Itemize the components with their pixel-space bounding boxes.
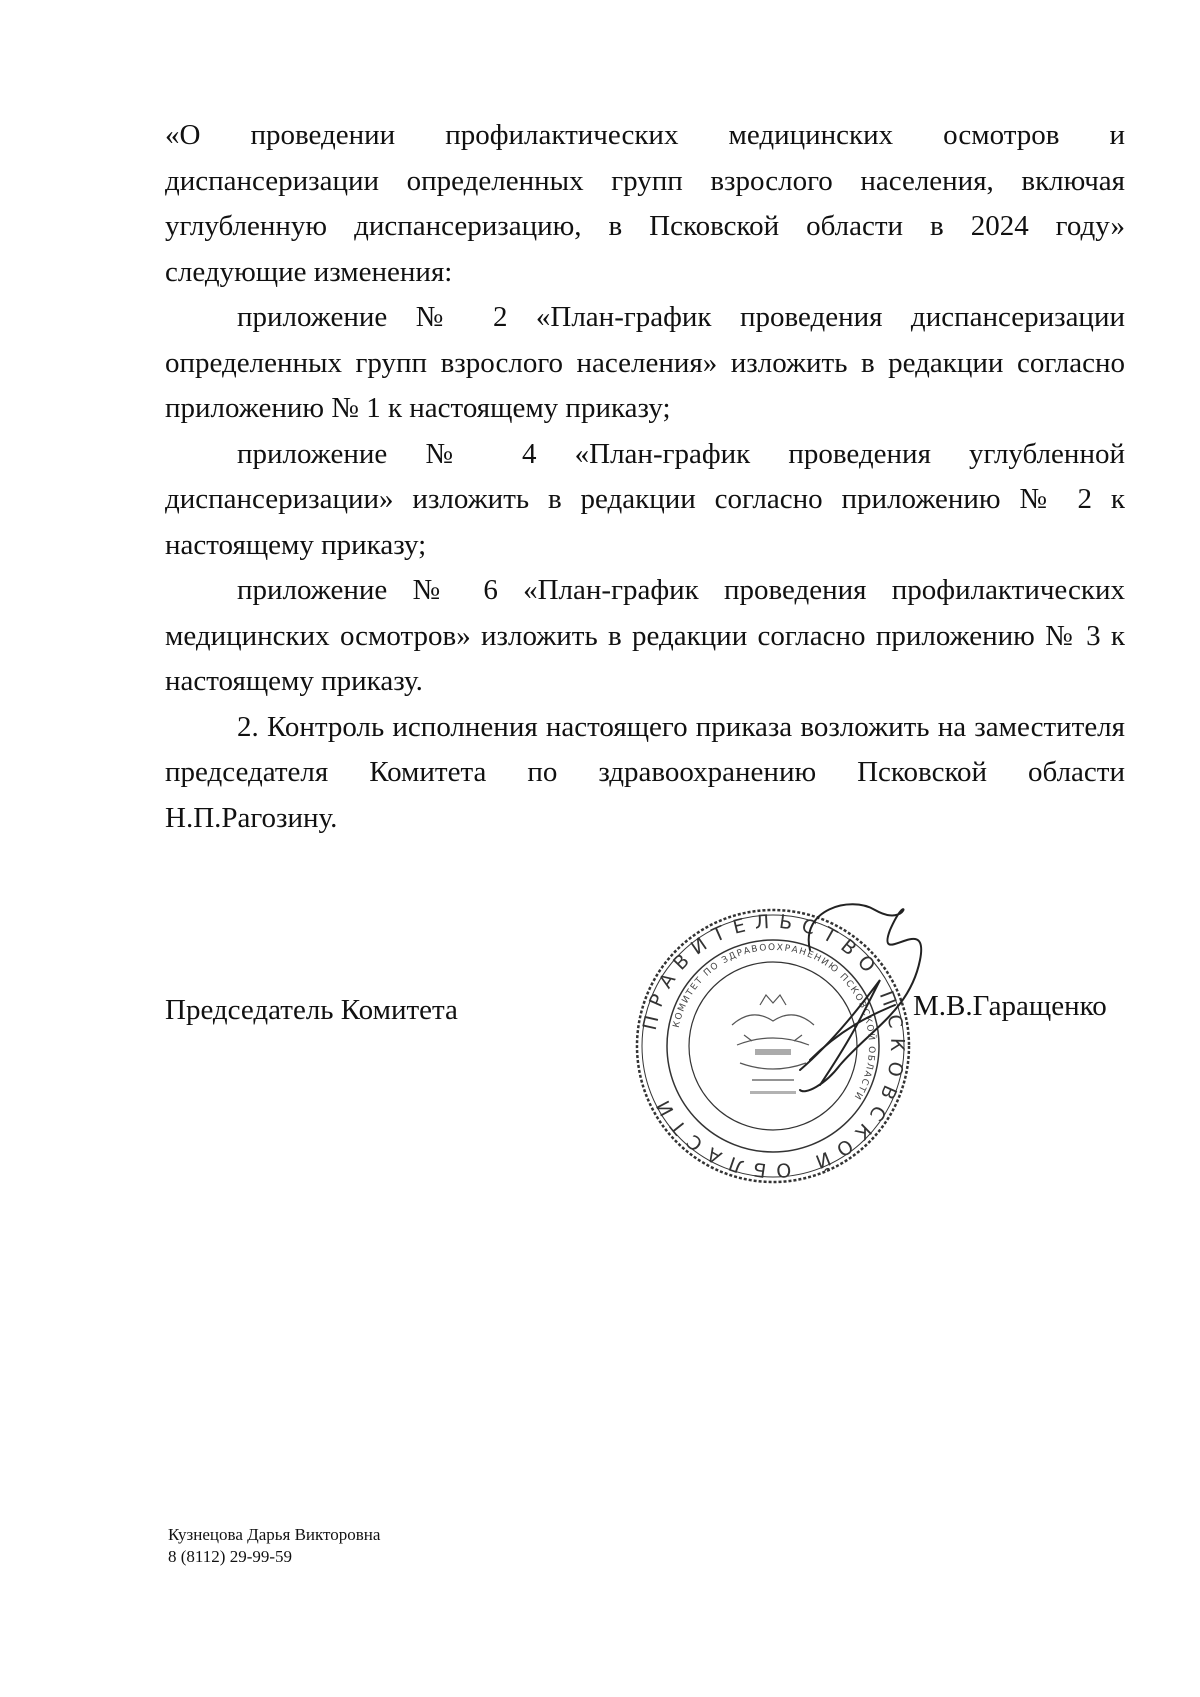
document-body [165,113,1125,841]
signatory-title: Председатель Комитета [165,994,458,1026]
executor-name: Кузнецова Дарья Викторовна [168,1525,381,1544]
paragraph-control-clause: 2. Контроль исполнения настоящего приказа возложить на заместителя председателя Комитета по здравоохранению Псковской области Н.П.Рагозину. [165,710,1125,834]
paragraph-order-title-continuation: «О проведении профилактических медицинских осмотров и диспансеризации определенных групп взрослого населения, включая углубленную диспансеризацию, в Псковской области в 2024 году» следующие изменения: [165,119,1125,288]
seal-inner-text: КОМИТЕТ ПО ЗДРАВООХРАНЕНИЮ ПСКОВСКОЙ ОБЛАСТИ [671,942,877,1102]
paragraph-appendix-2-change: приложение № 2 «План-график проведения диспансеризации определенных групп взрослого населения» изложить в редакции согласно приложению № 1 к настоящему приказу; [165,301,1125,424]
signatory-name: М.В.Гаращенко [913,990,1107,1022]
paragraph-appendix-6-change: приложение № 6 «План-график проведения профилактических медицинских осмотров» изложить в редакции согласно приложению № 3 к настоящему приказу. [165,574,1125,697]
executor-phone: 8 (8112) 29-99-59 [168,1547,293,1566]
paragraph-appendix-4-change: приложение № 4 «План-график проведения углубленной диспансеризации» изложить в редакции согласно приложению № 2 к настоящему приказу; [165,437,1125,561]
seal-outer-text: ПРАВИТЕЛЬСТВО ПСКОВСКОЙ ОБЛАСТИ [638,910,909,1182]
executor-block [168,1524,380,1568]
